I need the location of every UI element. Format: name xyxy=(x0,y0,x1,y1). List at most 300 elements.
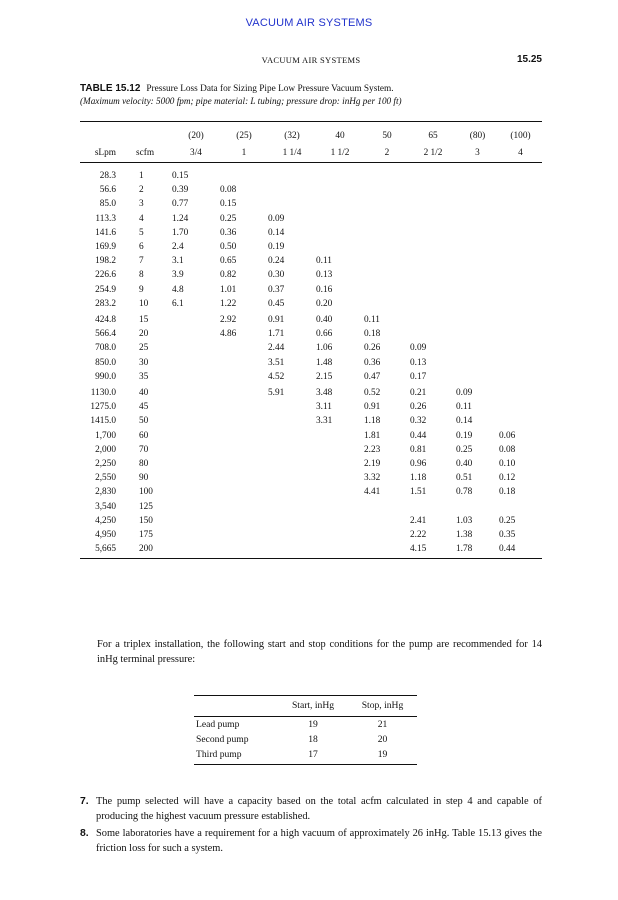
pressure-loss-cell xyxy=(220,370,268,384)
slpm-cell: 85.0 xyxy=(99,199,116,210)
slpm-cell: 254.9 xyxy=(95,284,116,295)
pressure-loss-cell xyxy=(316,542,364,559)
pressure-loss-cell: 0.40 xyxy=(316,315,333,326)
pressure-loss-cell xyxy=(316,240,364,254)
pressure-loss-cell: 0.50 xyxy=(220,242,237,253)
pressure-loss-cell: 0.11 xyxy=(456,402,472,413)
table-row xyxy=(194,732,417,747)
pressure-loss-cell xyxy=(220,443,268,457)
nominal-size-row xyxy=(80,145,542,163)
pressure-loss-cell: 1.18 xyxy=(364,416,381,427)
pressure-loss-cell xyxy=(410,183,456,197)
pressure-loss-cell xyxy=(456,283,499,297)
pressure-loss-cell: 0.20 xyxy=(316,298,333,309)
pressure-loss-cell xyxy=(316,212,364,226)
pressure-loss-cell xyxy=(172,414,220,428)
table-row xyxy=(80,283,542,297)
pressure-loss-cell: 5.91 xyxy=(268,388,285,399)
pressure-loss-cell xyxy=(172,386,220,400)
pressure-loss-cell: 0.11 xyxy=(316,256,332,267)
pressure-loss-cell xyxy=(268,400,316,414)
table-row xyxy=(80,356,542,370)
pump-conditions-table xyxy=(194,695,417,765)
table-row xyxy=(194,717,417,733)
pressure-loss-cell: 1.78 xyxy=(456,542,499,559)
pressure-loss-cell xyxy=(410,500,456,514)
pressure-loss-cell: 0.08 xyxy=(220,185,237,196)
slpm-cell: 1130.0 xyxy=(90,388,116,399)
pressure-loss-cell xyxy=(456,313,499,327)
pressure-loss-cell xyxy=(220,528,268,542)
pressure-loss-cell xyxy=(220,485,268,499)
pressure-loss-cell xyxy=(220,542,268,559)
pressure-loss-cell xyxy=(410,297,456,311)
pressure-loss-cell xyxy=(364,542,410,559)
pressure-loss-cell: 4.52 xyxy=(268,371,285,382)
pressure-loss-cell xyxy=(456,212,499,226)
table-row xyxy=(80,341,542,355)
pressure-loss-cell xyxy=(268,183,316,197)
pressure-loss-cell: 0.36 xyxy=(364,357,381,368)
pressure-loss-cell: 0.25 xyxy=(499,515,516,526)
metric-size: (100) xyxy=(510,131,531,141)
pressure-loss-cell xyxy=(220,341,268,355)
pressure-loss-cell xyxy=(316,514,364,528)
pressure-loss-cell: 4.15 xyxy=(410,542,456,559)
pressure-loss-cell xyxy=(410,254,456,268)
metric-size: (20) xyxy=(188,131,204,141)
pressure-loss-cell: 0.26 xyxy=(364,343,381,354)
pressure-loss-cell xyxy=(268,471,316,485)
pressure-loss-cell xyxy=(268,500,316,514)
pressure-loss-cell xyxy=(172,528,220,542)
pressure-loss-cell xyxy=(364,500,410,514)
nominal-size: 3 xyxy=(456,145,499,163)
slpm-cell: 28.3 xyxy=(99,171,116,181)
scfm-cell: 6 xyxy=(139,242,144,253)
table-label: TABLE 15.12 xyxy=(80,83,141,94)
pressure-loss-cell: 6.1 xyxy=(172,298,184,309)
scfm-cell: 40 xyxy=(139,388,149,399)
table-row xyxy=(80,400,542,414)
table-row xyxy=(80,500,542,514)
pressure-loss-cell xyxy=(410,212,456,226)
start-value: 19 xyxy=(308,719,318,730)
scfm-cell: 2 xyxy=(139,185,144,196)
table-row xyxy=(80,414,542,428)
pressure-loss-cell xyxy=(172,429,220,443)
pressure-loss-cell xyxy=(316,443,364,457)
table-row xyxy=(80,443,542,457)
pressure-loss-cell: 1.81 xyxy=(364,430,381,441)
pressure-loss-cell xyxy=(364,283,410,297)
pressure-loss-cell xyxy=(410,197,456,211)
table-row xyxy=(80,240,542,254)
pressure-loss-cell xyxy=(172,341,220,355)
pressure-loss-cell xyxy=(220,500,268,514)
pressure-loss-cell xyxy=(499,254,542,268)
pressure-loss-cell xyxy=(364,268,410,282)
pressure-loss-cell xyxy=(316,528,364,542)
table-row xyxy=(80,485,542,499)
pressure-loss-cell xyxy=(268,197,316,211)
table-row xyxy=(80,471,542,485)
table-row xyxy=(80,429,542,443)
table-caption xyxy=(80,83,550,108)
pressure-loss-cell: 0.26 xyxy=(410,402,427,413)
pressure-loss-cell: 0.13 xyxy=(316,270,333,281)
item-text: The pump selected will have a capacity based on the total acfm calculated in step 4 and capable of producing the highest vacuum pressure established. xyxy=(96,796,542,822)
pressure-loss-cell: 0.14 xyxy=(456,416,473,427)
pressure-loss-cell xyxy=(456,268,499,282)
pressure-loss-cell xyxy=(268,414,316,428)
pressure-loss-cell xyxy=(410,240,456,254)
scfm-cell: 60 xyxy=(139,430,149,441)
pressure-loss-cell xyxy=(410,268,456,282)
table-top-rule xyxy=(80,121,542,122)
pressure-loss-cell xyxy=(364,240,410,254)
pressure-loss-cell xyxy=(172,356,220,370)
pressure-loss-cell xyxy=(268,514,316,528)
pressure-loss-cell: 0.30 xyxy=(268,270,285,281)
pressure-loss-cell: 0.24 xyxy=(268,256,285,267)
pressure-loss-cell: 0.65 xyxy=(220,256,237,267)
item-number: 7. xyxy=(80,796,89,807)
scfm-cell: 200 xyxy=(120,542,172,559)
pressure-loss-cell xyxy=(316,183,364,197)
item-text: Some laboratories have a requirement for a high vacuum of approximately 26 inHg. Table 15.13 gives the friction loss for such a system. xyxy=(96,828,542,854)
pressure-loss-cell xyxy=(499,500,542,514)
pressure-loss-cell xyxy=(410,327,456,341)
pressure-loss-cell xyxy=(172,443,220,457)
pressure-loss-cell xyxy=(172,485,220,499)
pressure-loss-cell xyxy=(364,197,410,211)
pressure-loss-cell xyxy=(456,254,499,268)
pressure-loss-cell: 0.21 xyxy=(410,388,427,399)
pressure-loss-cell: 0.18 xyxy=(499,487,516,498)
slpm-cell: 198.2 xyxy=(95,256,116,267)
stop-value: 21 xyxy=(377,719,388,730)
pressure-loss-cell xyxy=(316,500,364,514)
stop-value: 19 xyxy=(348,747,417,765)
start-value: 18 xyxy=(308,734,318,745)
table-row xyxy=(80,183,542,197)
pressure-loss-cell xyxy=(456,356,499,370)
scfm-cell: 45 xyxy=(139,402,149,413)
slpm-cell: 2,250 xyxy=(95,459,116,470)
pressure-loss-cell: 1.38 xyxy=(456,530,473,541)
pressure-loss-cell xyxy=(499,370,542,384)
pressure-loss-cell xyxy=(364,514,410,528)
slpm-cell: 113.3 xyxy=(95,213,116,224)
list-item xyxy=(80,795,542,824)
slpm-cell: 2,550 xyxy=(95,473,116,484)
pump-table-header xyxy=(194,696,417,717)
pressure-loss-cell xyxy=(364,226,410,240)
pressure-loss-cell xyxy=(499,226,542,240)
pressure-loss-cell xyxy=(410,226,456,240)
pressure-loss-cell xyxy=(499,400,542,414)
pressure-loss-cell: 0.15 xyxy=(220,199,237,210)
pressure-loss-cell: 0.08 xyxy=(499,444,516,455)
pressure-loss-cell: 0.19 xyxy=(456,430,473,441)
pressure-loss-cell: 0.35 xyxy=(499,530,516,541)
scfm-cell: 7 xyxy=(139,256,144,267)
pressure-loss-cell xyxy=(499,169,542,183)
scfm-cell: 80 xyxy=(139,459,149,470)
pressure-loss-cell xyxy=(316,471,364,485)
pressure-loss-cell: 0.10 xyxy=(499,459,516,470)
pressure-loss-cell xyxy=(220,414,268,428)
table-row xyxy=(80,386,542,400)
pressure-loss-cell xyxy=(364,528,410,542)
page-header-title: VACUUM AIR SYSTEMS xyxy=(261,55,361,65)
pressure-loss-cell xyxy=(456,370,499,384)
scfm-cell: 90 xyxy=(139,473,149,484)
metric-size: 40 xyxy=(335,131,345,141)
slpm-cell: 4,250 xyxy=(95,515,116,526)
pressure-loss-cell xyxy=(172,370,220,384)
pressure-loss-cell xyxy=(456,169,499,183)
pressure-loss-cell xyxy=(364,169,410,183)
pressure-loss-cell: 3.32 xyxy=(364,473,381,484)
pressure-loss-cell: 1.70 xyxy=(172,227,189,238)
pressure-loss-cell xyxy=(172,457,220,471)
slpm-cell: 141.6 xyxy=(95,227,116,238)
scfm-cell: 20 xyxy=(139,329,149,340)
pressure-loss-cell xyxy=(456,240,499,254)
pressure-loss-cell: 1.06 xyxy=(316,343,333,354)
pump-name: Third pump xyxy=(194,747,278,765)
pressure-loss-cell xyxy=(499,197,542,211)
table-row xyxy=(80,226,542,240)
slpm-cell: 1,700 xyxy=(95,430,116,441)
slpm-cell: 566.4 xyxy=(95,329,116,340)
pressure-loss-cell: 0.44 xyxy=(499,542,542,559)
pressure-loss-cell: 0.09 xyxy=(410,343,427,354)
pump-name: Second pump xyxy=(196,734,249,745)
slpm-cell: 1415.0 xyxy=(90,416,116,427)
slpm-cell: 2,000 xyxy=(95,444,116,455)
pressure-loss-cell: 0.81 xyxy=(410,444,427,455)
pressure-loss-cell xyxy=(220,457,268,471)
table-row xyxy=(80,457,542,471)
scfm-cell: 1 xyxy=(139,171,144,181)
pressure-loss-cell xyxy=(220,400,268,414)
pressure-loss-cell: 0.17 xyxy=(410,371,427,382)
pressure-loss-cell: 0.16 xyxy=(316,284,333,295)
table-row xyxy=(80,542,542,559)
pressure-loss-cell: 1.22 xyxy=(220,298,237,309)
scfm-cell: 50 xyxy=(139,416,149,427)
pressure-loss-cell: 0.66 xyxy=(316,329,333,340)
pressure-loss-cell: 0.96 xyxy=(410,459,427,470)
pressure-loss-cell xyxy=(172,542,220,559)
pressure-loss-cell xyxy=(364,183,410,197)
pressure-loss-cell: 0.15 xyxy=(172,171,189,181)
pressure-loss-cell xyxy=(364,297,410,311)
scfm-cell: 175 xyxy=(139,530,153,541)
pressure-loss-cell xyxy=(172,327,220,341)
pressure-loss-cell: 1.03 xyxy=(456,515,473,526)
pressure-loss-cell: 3.51 xyxy=(268,357,285,368)
pressure-loss-cell: 0.82 xyxy=(220,270,237,281)
pressure-loss-cell xyxy=(499,240,542,254)
table-row xyxy=(80,254,542,268)
pressure-loss-cell xyxy=(499,414,542,428)
pressure-loss-cell: 2.92 xyxy=(220,315,237,326)
pressure-loss-cell xyxy=(456,297,499,311)
pressure-loss-cell xyxy=(456,341,499,355)
column-header-slpm: sLpm xyxy=(80,145,120,163)
pressure-loss-cell: 0.06 xyxy=(499,430,516,441)
pressure-loss-cell xyxy=(316,457,364,471)
pressure-loss-cell: 3.11 xyxy=(316,402,332,413)
page-number: 15.25 xyxy=(516,54,542,65)
pressure-loss-cell: 0.18 xyxy=(364,329,381,340)
page-header xyxy=(80,54,542,68)
pressure-loss-cell: 2.15 xyxy=(316,371,333,382)
pressure-loss-cell xyxy=(268,542,316,559)
pump-name: Lead pump xyxy=(196,719,240,730)
slpm-cell: 283.2 xyxy=(95,298,116,309)
table-row xyxy=(194,747,417,765)
slpm-cell: 5,665 xyxy=(80,542,120,559)
pressure-loss-cell xyxy=(316,197,364,211)
pressure-loss-cell xyxy=(172,471,220,485)
stop-value: 20 xyxy=(377,734,388,745)
pressure-loss-cell: 0.78 xyxy=(456,487,473,498)
pressure-loss-cell xyxy=(364,254,410,268)
pressure-loss-cell xyxy=(456,327,499,341)
nominal-size: 3/4 xyxy=(172,145,220,163)
table-subtitle: (Maximum velocity: 5000 fpm; pipe material: L tubing; pressure drop: inHg per 100 ft) xyxy=(80,96,402,106)
pressure-loss-table xyxy=(80,128,542,559)
start-header: Start, inHg xyxy=(278,696,348,717)
pressure-loss-cell: 0.09 xyxy=(456,388,473,399)
pressure-loss-cell xyxy=(220,429,268,443)
pressure-loss-cell xyxy=(499,356,542,370)
pressure-loss-cell: 2.23 xyxy=(364,444,381,455)
pressure-loss-cell: 0.11 xyxy=(364,315,380,326)
pressure-loss-cell: 3.1 xyxy=(172,256,184,267)
pressure-loss-cell xyxy=(220,471,268,485)
item-number: 8. xyxy=(80,828,89,839)
pressure-loss-cell xyxy=(268,457,316,471)
pressure-loss-cell: 2.19 xyxy=(364,459,381,470)
slpm-cell: 424.8 xyxy=(95,315,116,326)
pressure-loss-cell: 1.18 xyxy=(410,473,427,484)
table-row xyxy=(80,514,542,528)
metric-size-row xyxy=(80,128,542,145)
table-row xyxy=(80,268,542,282)
pressure-loss-cell xyxy=(499,327,542,341)
pressure-loss-cell xyxy=(499,341,542,355)
list-item xyxy=(80,827,542,856)
scfm-cell: 10 xyxy=(139,298,149,309)
table-row xyxy=(80,327,542,341)
pressure-loss-cell xyxy=(410,283,456,297)
pressure-loss-cell xyxy=(499,268,542,282)
pressure-loss-cell: 0.52 xyxy=(364,388,381,399)
pressure-loss-cell: 2.22 xyxy=(410,530,427,541)
scfm-cell: 8 xyxy=(139,270,144,281)
pressure-loss-cell: 0.12 xyxy=(499,473,516,484)
scfm-cell: 15 xyxy=(139,315,149,326)
pressure-loss-cell xyxy=(220,386,268,400)
pressure-loss-cell xyxy=(172,313,220,327)
pressure-loss-cell: 4.86 xyxy=(220,329,237,340)
nominal-size: 2 1/2 xyxy=(410,145,456,163)
pressure-loss-cell xyxy=(316,169,364,183)
start-value: 17 xyxy=(278,747,348,765)
slpm-cell: 708.0 xyxy=(95,343,116,354)
pressure-loss-cell xyxy=(410,313,456,327)
pressure-loss-cell xyxy=(456,183,499,197)
pressure-loss-cell xyxy=(364,212,410,226)
pressure-loss-cell: 3.48 xyxy=(316,388,333,399)
pressure-loss-cell: 1.51 xyxy=(410,487,427,498)
scfm-cell: 25 xyxy=(139,343,149,354)
pressure-loss-cell xyxy=(499,283,542,297)
pressure-loss-cell: 2.44 xyxy=(268,343,285,354)
table-row xyxy=(80,370,542,384)
pressure-loss-cell: 3.31 xyxy=(316,416,333,427)
scfm-cell: 150 xyxy=(139,515,153,526)
pressure-loss-cell: 0.37 xyxy=(268,284,285,295)
slpm-cell: 1275.0 xyxy=(90,402,116,413)
metric-size: 50 xyxy=(382,131,392,141)
pressure-loss-cell: 4.8 xyxy=(172,284,184,295)
pressure-loss-cell xyxy=(220,514,268,528)
metric-size: (80) xyxy=(469,131,486,141)
pressure-loss-cell: 1.48 xyxy=(316,357,333,368)
pressure-loss-cell xyxy=(268,443,316,457)
pressure-loss-cell: 0.44 xyxy=(410,430,427,441)
pressure-loss-cell xyxy=(172,400,220,414)
pressure-loss-cell: 0.14 xyxy=(268,227,285,238)
slpm-cell: 169.9 xyxy=(95,242,116,253)
table-row xyxy=(80,297,542,311)
pressure-loss-cell: 0.25 xyxy=(456,444,473,455)
pressure-loss-cell: 0.91 xyxy=(364,402,381,413)
scfm-cell: 125 xyxy=(139,501,153,512)
slpm-cell: 850.0 xyxy=(95,357,116,368)
column-header-scfm: scfm xyxy=(120,145,172,163)
running-head: VACUUM AIR SYSTEMS xyxy=(245,17,373,29)
pressure-loss-cell: 0.91 xyxy=(268,315,285,326)
pressure-loss-cell: 0.51 xyxy=(456,473,473,484)
nominal-size: 1 1/4 xyxy=(268,145,316,163)
numbered-steps xyxy=(80,795,542,859)
pressure-loss-cell xyxy=(268,429,316,443)
pressure-loss-cell xyxy=(220,169,268,183)
scfm-cell: 9 xyxy=(139,284,144,295)
pressure-loss-cell xyxy=(268,528,316,542)
table-row xyxy=(80,212,542,226)
pressure-loss-cell: 0.77 xyxy=(172,199,189,210)
pressure-loss-cell: 1.71 xyxy=(268,329,285,340)
scfm-cell: 5 xyxy=(139,227,144,238)
slpm-cell: 3,540 xyxy=(95,501,116,512)
pressure-loss-cell xyxy=(172,500,220,514)
slpm-cell: 4,950 xyxy=(95,530,116,541)
pressure-loss-cell xyxy=(410,169,456,183)
pressure-loss-cell: 2.41 xyxy=(410,515,427,526)
pressure-loss-cell xyxy=(499,212,542,226)
table-row xyxy=(80,169,542,183)
metric-size: (25) xyxy=(236,131,252,141)
